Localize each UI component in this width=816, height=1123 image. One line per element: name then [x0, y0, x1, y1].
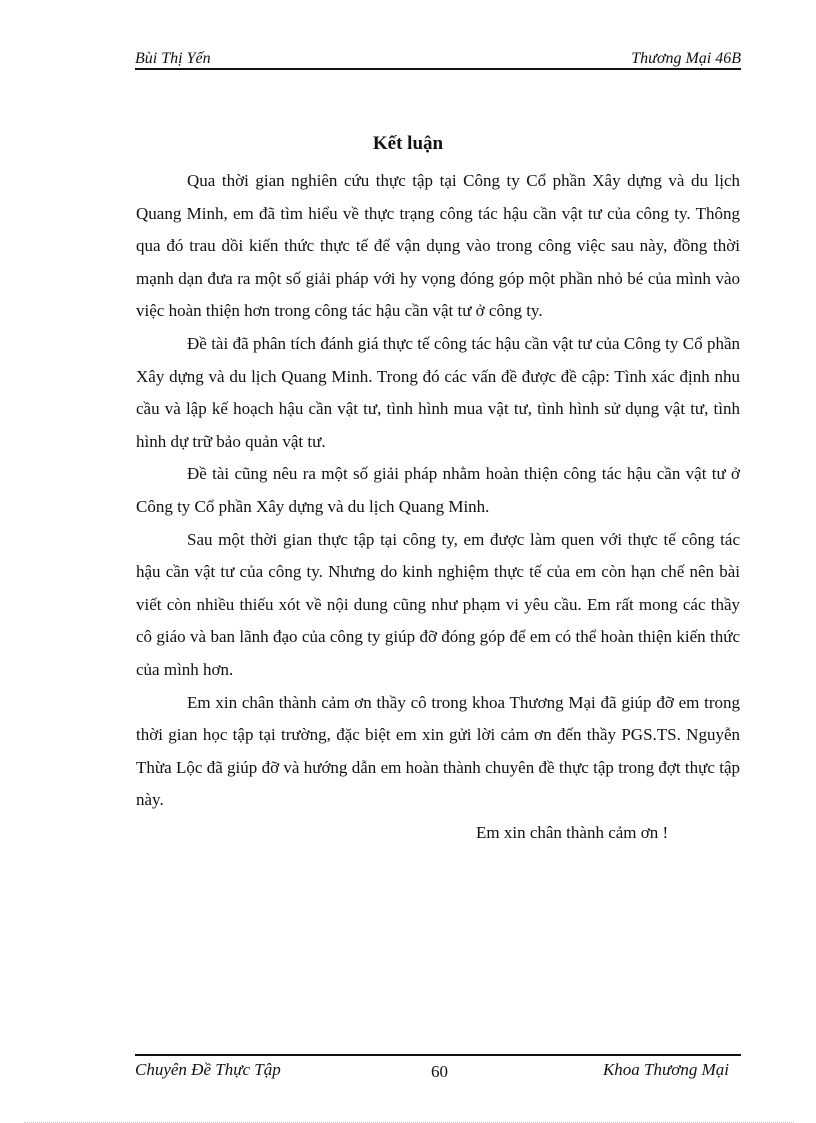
header-author: Bùi Thị Yến [135, 50, 211, 67]
paragraph: Sau một thời gian thực tập tại công ty, em được làm quen với thực tế công tác hậu cần vật tư của công ty. Nhưng do kinh nghiệm thực tế của em còn hạn chế nên bài viết còn nhiều thiếu xót về nội dung cũng như phạm vi yêu cầu. Em rất mong các thầy cô giáo và ban lãnh đạo của công ty giúp đỡ đóng góp để em có thể hoàn thiện kiến thức của mình hơn. [136, 529, 740, 679]
footer-rule [135, 1054, 741, 1056]
paragraph: Đề tài cũng nêu ra một số giải pháp nhằm hoàn thiện công tác hậu cần vật tư ở Công ty Cổ phần Xây dựng và du lịch Quang Minh. [136, 464, 740, 516]
document-body [136, 165, 740, 849]
footer-report-type: Chuyên Đề Thực Tập [135, 1060, 281, 1079]
paragraph: Đề tài đã phân tích đánh giá thực tế công tác hậu cần vật tư của Công ty Cổ phần Xây dựng và du lịch Quang Minh. Trong đó các vấn đề được đề cập: Tình xác định nhu cầu và lập kế hoạch hậu cần vật tư, tình hình mua vật tư, tình hình sử dụng vật tư, tình hình dự trữ bảo quản vật tư. [136, 333, 740, 451]
page-title: Kết luận [372, 133, 444, 154]
paragraph: Qua thời gian nghiên cứu thực tập tại Công ty Cổ phần Xây dựng và du lịch Quang Minh, em đã tìm hiểu về thực trạng công tác hậu cần vật tư của công ty. Thông qua đó trau dồi kiến thức thực tế để vận dụng vào trong công việc sau này, đồng thời mạnh dạn đưa ra một số giải pháp với hy vọng đóng góp một phần nhỏ bé của mình vào việc hoàn thiện hơn trong công tác hậu cần vật tư ở công ty. [136, 171, 740, 321]
page-footer [135, 1058, 741, 1086]
footer-faculty: Khoa Thương Mại [602, 1060, 729, 1079]
header-rule [135, 68, 741, 70]
page-header [135, 47, 741, 69]
page-number: 60 [431, 1062, 448, 1081]
closing-thanks: Em xin chân thành cảm ơn ! [476, 822, 669, 842]
paragraph: Em xin chân thành cảm ơn thầy cô trong khoa Thương Mại đã giúp đỡ em trong thời gian học tập tại trường, đặc biệt em xin gửi lời cảm ơn đến thầy PGS.TS. Nguyễn Thừa Lộc đã giúp đỡ và hướng dẫn em hoàn thành chuyên đề thực tập trong đợt thực tập này. [136, 692, 740, 810]
header-class: Thương Mại 46B [631, 50, 741, 67]
